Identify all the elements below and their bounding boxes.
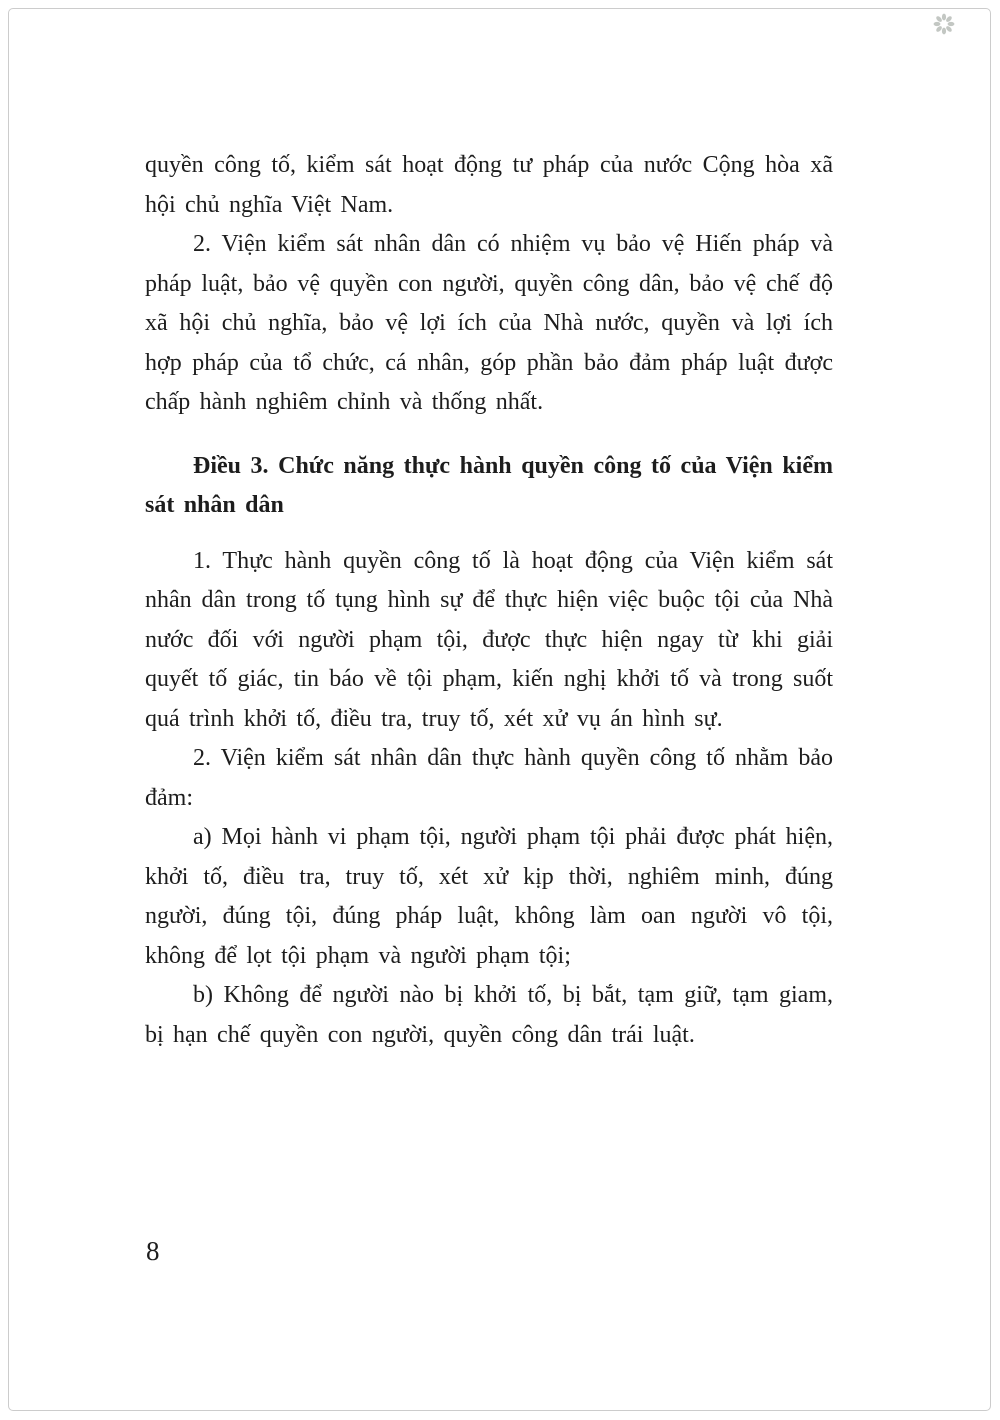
paragraph: 1. Thực hành quyền công tố là hoạt động của Viện kiểm sát nhân dân trong tố tụng hình sự để thực hiện việc buộc tội của Nhà nước đối với người phạm tội, được thực hiện ngay từ khi giải quyết tố giác, tin báo về tội phạm, kiến nghị khởi tố và trong suốt quá trình khởi tố, điều tra, truy tố, xét xử vụ án hình sự. <box>145 547 833 732</box>
paragraph-continuation: quyền công tố, kiểm sát hoạt động tư pháp của nước Cộng hòa xã hội chủ nghĩa Việt Nam. <box>145 152 833 218</box>
page-number: 8 <box>146 1236 160 1266</box>
paragraph: 2. Viện kiểm sát nhân dân có nhiệm vụ bảo vệ Hiến pháp và pháp luật, bảo vệ quyền con người, quyền công dân, bảo vệ chế độ xã hội chủ nghĩa, bảo vệ lợi ích của Nhà nước, quyền và lợi ích hợp pháp của tổ chức, cá nhân, góp phần bảo đảm pháp luật được chấp hành nghiêm chỉnh và thống nhất. <box>145 231 833 415</box>
paragraph: 2. Viện kiểm sát nhân dân thực hành quyền công tố nhằm bảo đảm: <box>145 745 833 811</box>
paragraph: b) Không để người nào bị khởi tố, bị bắt, tạm giữ, tạm giam, bị hạn chế quyền con người, quyền công dân trái luật. <box>145 982 833 1048</box>
section-heading: Điều 3. Chức năng thực hành quyền công tố của Viện kiểm sát nhân dân <box>145 452 833 518</box>
text-block <box>145 146 833 1055</box>
paragraph: a) Mọi hành vi phạm tội, người phạm tội phải được phát hiện, khởi tố, điều tra, truy tố, xét xử kịp thời, nghiêm minh, đúng người, đúng tội, đúng pháp luật, không làm oan người vô tội, không để lọt tội phạm và người phạm tội; <box>145 824 833 969</box>
flower-icon <box>932 12 956 36</box>
